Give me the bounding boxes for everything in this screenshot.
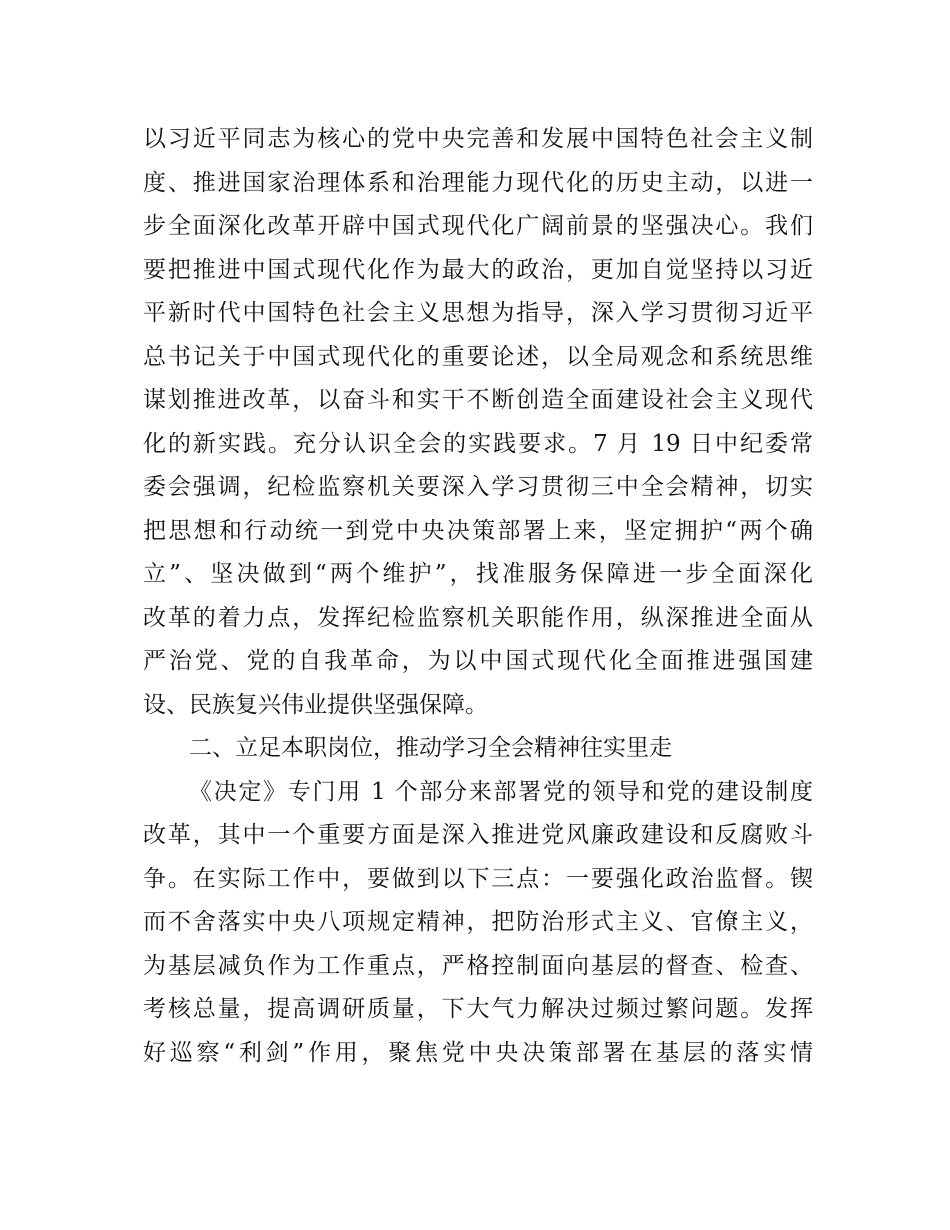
heading-text: 二、立足本职岗位，推动学习全会精神往实里走	[189, 735, 672, 761]
text-line: 以习近平同志为核心的党中央完善和发展中国特色社会主义制	[143, 126, 813, 152]
text-line: 而不舍落实中央八项规定精神，把防治形式主义、官僚主义，	[143, 909, 813, 935]
text-line: 化的新实践。充分认识全会的实践要求。7 月 19 日中纪委常	[143, 430, 813, 457]
text-line: 考核总量，提高调研质量，下大气力解决过频过繁问题。发挥	[143, 996, 813, 1022]
text-line: 好巡察“利剑”作用，聚焦党中央决策部署在基层的落实情	[143, 1039, 813, 1066]
paragraph-continuation	[143, 118, 813, 727]
text-line: 《决定》专门用 1 个部分来部署党的领导和党的建设制度	[189, 778, 813, 805]
text-line: 改革，其中一个重要方面是深入推进党风廉政建设和反腐败斗	[143, 822, 813, 848]
text-line: 立”、坚决做到“两个维护”，找准服务保障进一步全面深化	[143, 561, 813, 587]
text-line: 总书记关于中国式现代化的重要论述，以全局观念和系统思维	[143, 343, 813, 370]
text-line: 委会强调，纪检监察机关要深入学习贯彻三中全会精神，切实	[143, 474, 813, 500]
text-line: 争。在实际工作中，要做到以下三点：一要强化政治监督。锲	[143, 865, 813, 892]
text-line: 把思想和行动统一到党中央决策部署上来，坚定拥护“两个确	[143, 517, 813, 544]
document-body	[143, 118, 813, 1075]
text-line: 严治党、党的自我革命，为以中国式现代化全面推进强国建	[143, 648, 813, 674]
text-line: 为基层减负作为工作重点，严格控制面向基层的督查、检查、	[143, 952, 813, 979]
text-line: 谋划推进改革，以奋斗和实干不断创造全面建设社会主义现代	[143, 387, 813, 413]
text-line: 要把推进中国式现代化作为最大的政治，更加自觉坚持以习近	[143, 256, 813, 283]
paragraph-decision	[143, 771, 813, 1076]
section-heading	[143, 727, 813, 771]
text-line: 度、推进国家治理体系和治理能力现代化的历史主动，以进一	[143, 169, 813, 196]
text-line: 设、民族复兴伟业提供坚强保障。	[143, 691, 488, 718]
text-line: 改革的着力点，发挥纪检监察机关职能作用，纵深推进全面从	[143, 604, 813, 631]
text-line: 平新时代中国特色社会主义思想为指导，深入学习贯彻习近平	[143, 300, 813, 326]
text-line: 步全面深化改革开辟中国式现代化广阔前景的坚强决心。我们	[143, 213, 813, 239]
